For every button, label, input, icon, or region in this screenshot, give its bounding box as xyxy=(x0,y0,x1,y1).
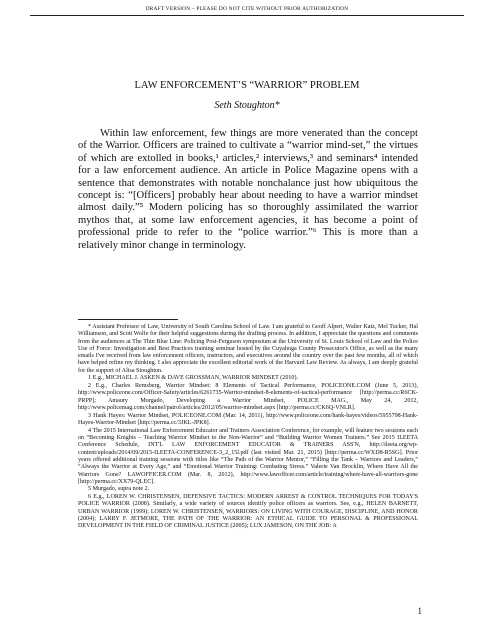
footnote-2: 2 E.g., Charles Remsberg, Warrior Mindset: 8 Elements of Tactical Performance, POLICEONE.COM (June 5, 2013), http://www.policeone.com/Officer-Safety/articles/6261735-Warrior-mindset-8-elements-of-tactical-performance [http://perma.cc/R6CK-PRPP]; Amaury Murgado, Developing a Warrior Mindset, POLICE MAG., May 24, 2012, http://www.policemag.com/channel/patrol/articles/2012/05/warrior-mindset.aspx [http://perma.cc/CK6Q-VNLR]. xyxy=(78,383,418,412)
footnote-6: 6 E.g., LOREN W. CHRISTENSEN, DEFENSIVE TACTICS: MODERN ARREST & CONTROL TECHNIQUES FOR TODAY'S POLICE WARRIOR (2008). Similarly, a wide variety of sources identify police officers as warriors. See, e.g., HELEN BARNETT, URBAN WARRIOR (1999); LOREN W. CHRISTENSEN, WARRIORS: ON LIVING WITH COURAGE, DISCIPLINE, AND HONOR (2004); LARRY F. JETMORE, THE PATH OF THE WARRIOR: AN ETHICAL GUIDE TO PERSONAL & PROFESSIONAL DEVELOPMENT IN THE FIELD OF CRIMINAL JUSTICE (2005); LUX JAMESON, ON THE JOB: A xyxy=(78,494,418,530)
footnote-1: 1 E.g., MICHAEL J. ASKEN & DAVE GROSSMAN, WARRIOR MINDSET (2010). xyxy=(88,375,299,382)
author-name: Seth Stoughton* xyxy=(214,100,280,111)
footnote-divider xyxy=(78,319,178,320)
article-title: LAW ENFORCEMENT’S “WARRIOR” PROBLEM xyxy=(134,80,360,91)
running-header: DRAFT VERSION – PLEASE DO NOT CITE WITHOUT PRIOR AUTHORIZATION xyxy=(30,6,464,16)
body-paragraph: Within law enforcement, few things are more venerated than the concept of the Warrior. Officers are trained to cultivate a “warrior mind-set,” the virtues of which are extolled in books,¹ articles,² interviews,³ and seminars⁴ intended for a law enforcement audience. An article in Police Magazine opens with a sentence that demonstrates with notable nonchalance just how ubiquitous the concept is: “[Officers] probably hear about needing to have a warrior mindset almost daily.”⁵ Modern policing has so thoroughly assimilated the warrior mythos that, at some law enforcement agencies, it has become a point of professional pride to refer to the “police warrior.”⁶ This is more than a relatively minor change in terminology. xyxy=(78,128,418,251)
body-text xyxy=(78,128,418,252)
footnote-4: 4 The 2015 International Law Enforcement Educator and Trainers Association Conference, for example, will feature two sessions each on “Becoming Knights – Teaching Warrior Mindset to the Non-Warrior” and “Building Warrior Women Trainers.” See 2015 ILEETA Conference Schedule, INT'L LAW ENFORCEMENT EDUCATOR & TRAINERS ASS'N, http://ileeta.org/wp-content/uploads/2014/09/2015-ILEETA-CONFERENCE-3_2_15l.pdf (last visited Mar. 21, 2015) [http://perma.cc/WXD8-R5SG]. Prior years offered additional training sessions with titles like “The Path of the Warrior Mentor,” “Filling the Tank – Warriors and Leaders,” “Always the Warrior at Every Age,” and “Emotional Warrior Training: Combating Stress.” Valerie Van Brocklin, Where Have All the Warriors Gone? LAWOFFICER.COM (Mar. 8, 2012), http://www.lawofficer.com/article/training/where-have-all-warriors-gone [http://perma.cc/XX79-QLEC]. xyxy=(78,427,418,485)
footnote-5: 5 Murgado, supra note 2. xyxy=(88,486,150,493)
footnote-3: 3 Hank Hayes: Warrior Mindset, POLICEONE.COM (Mar. 14, 2011), http://www.policeone.com/hank-hayes/videos/5955798-Hank-Hayes-Warrior-Mindset [http://perma.cc/3JKL-JPK8]. xyxy=(78,412,418,427)
page-number: 1 xyxy=(417,606,422,616)
footnotes xyxy=(78,324,418,531)
footnote-author: * Assistant Professor of Law, University of South Carolina School of Law. I am grateful to Geoff Alpert, Walter Katz, Mel Tucker, Hal Williamson, and Scott Wolfe for their helpful suggestions during the drafting process. In addition, I appreciate the questions and comments from the audiences at The Thin Blue Line: Policing Post-Ferguson symposium at the University of St. Louis School of Law and the Police Use of Force: Investigation and Best Practices training seminar hosted by the Cuyahoga County Prosecutor's Office, as well as the many emails I've received from law enforcement officers, instructors, and executives around the country over the past few months, all of which have helped refine my thinking. I also appreciate the excellent editorial work of the Harvard Law Review. As always, I am deeply grateful for the support of Alisa Stoughton. xyxy=(78,324,418,374)
